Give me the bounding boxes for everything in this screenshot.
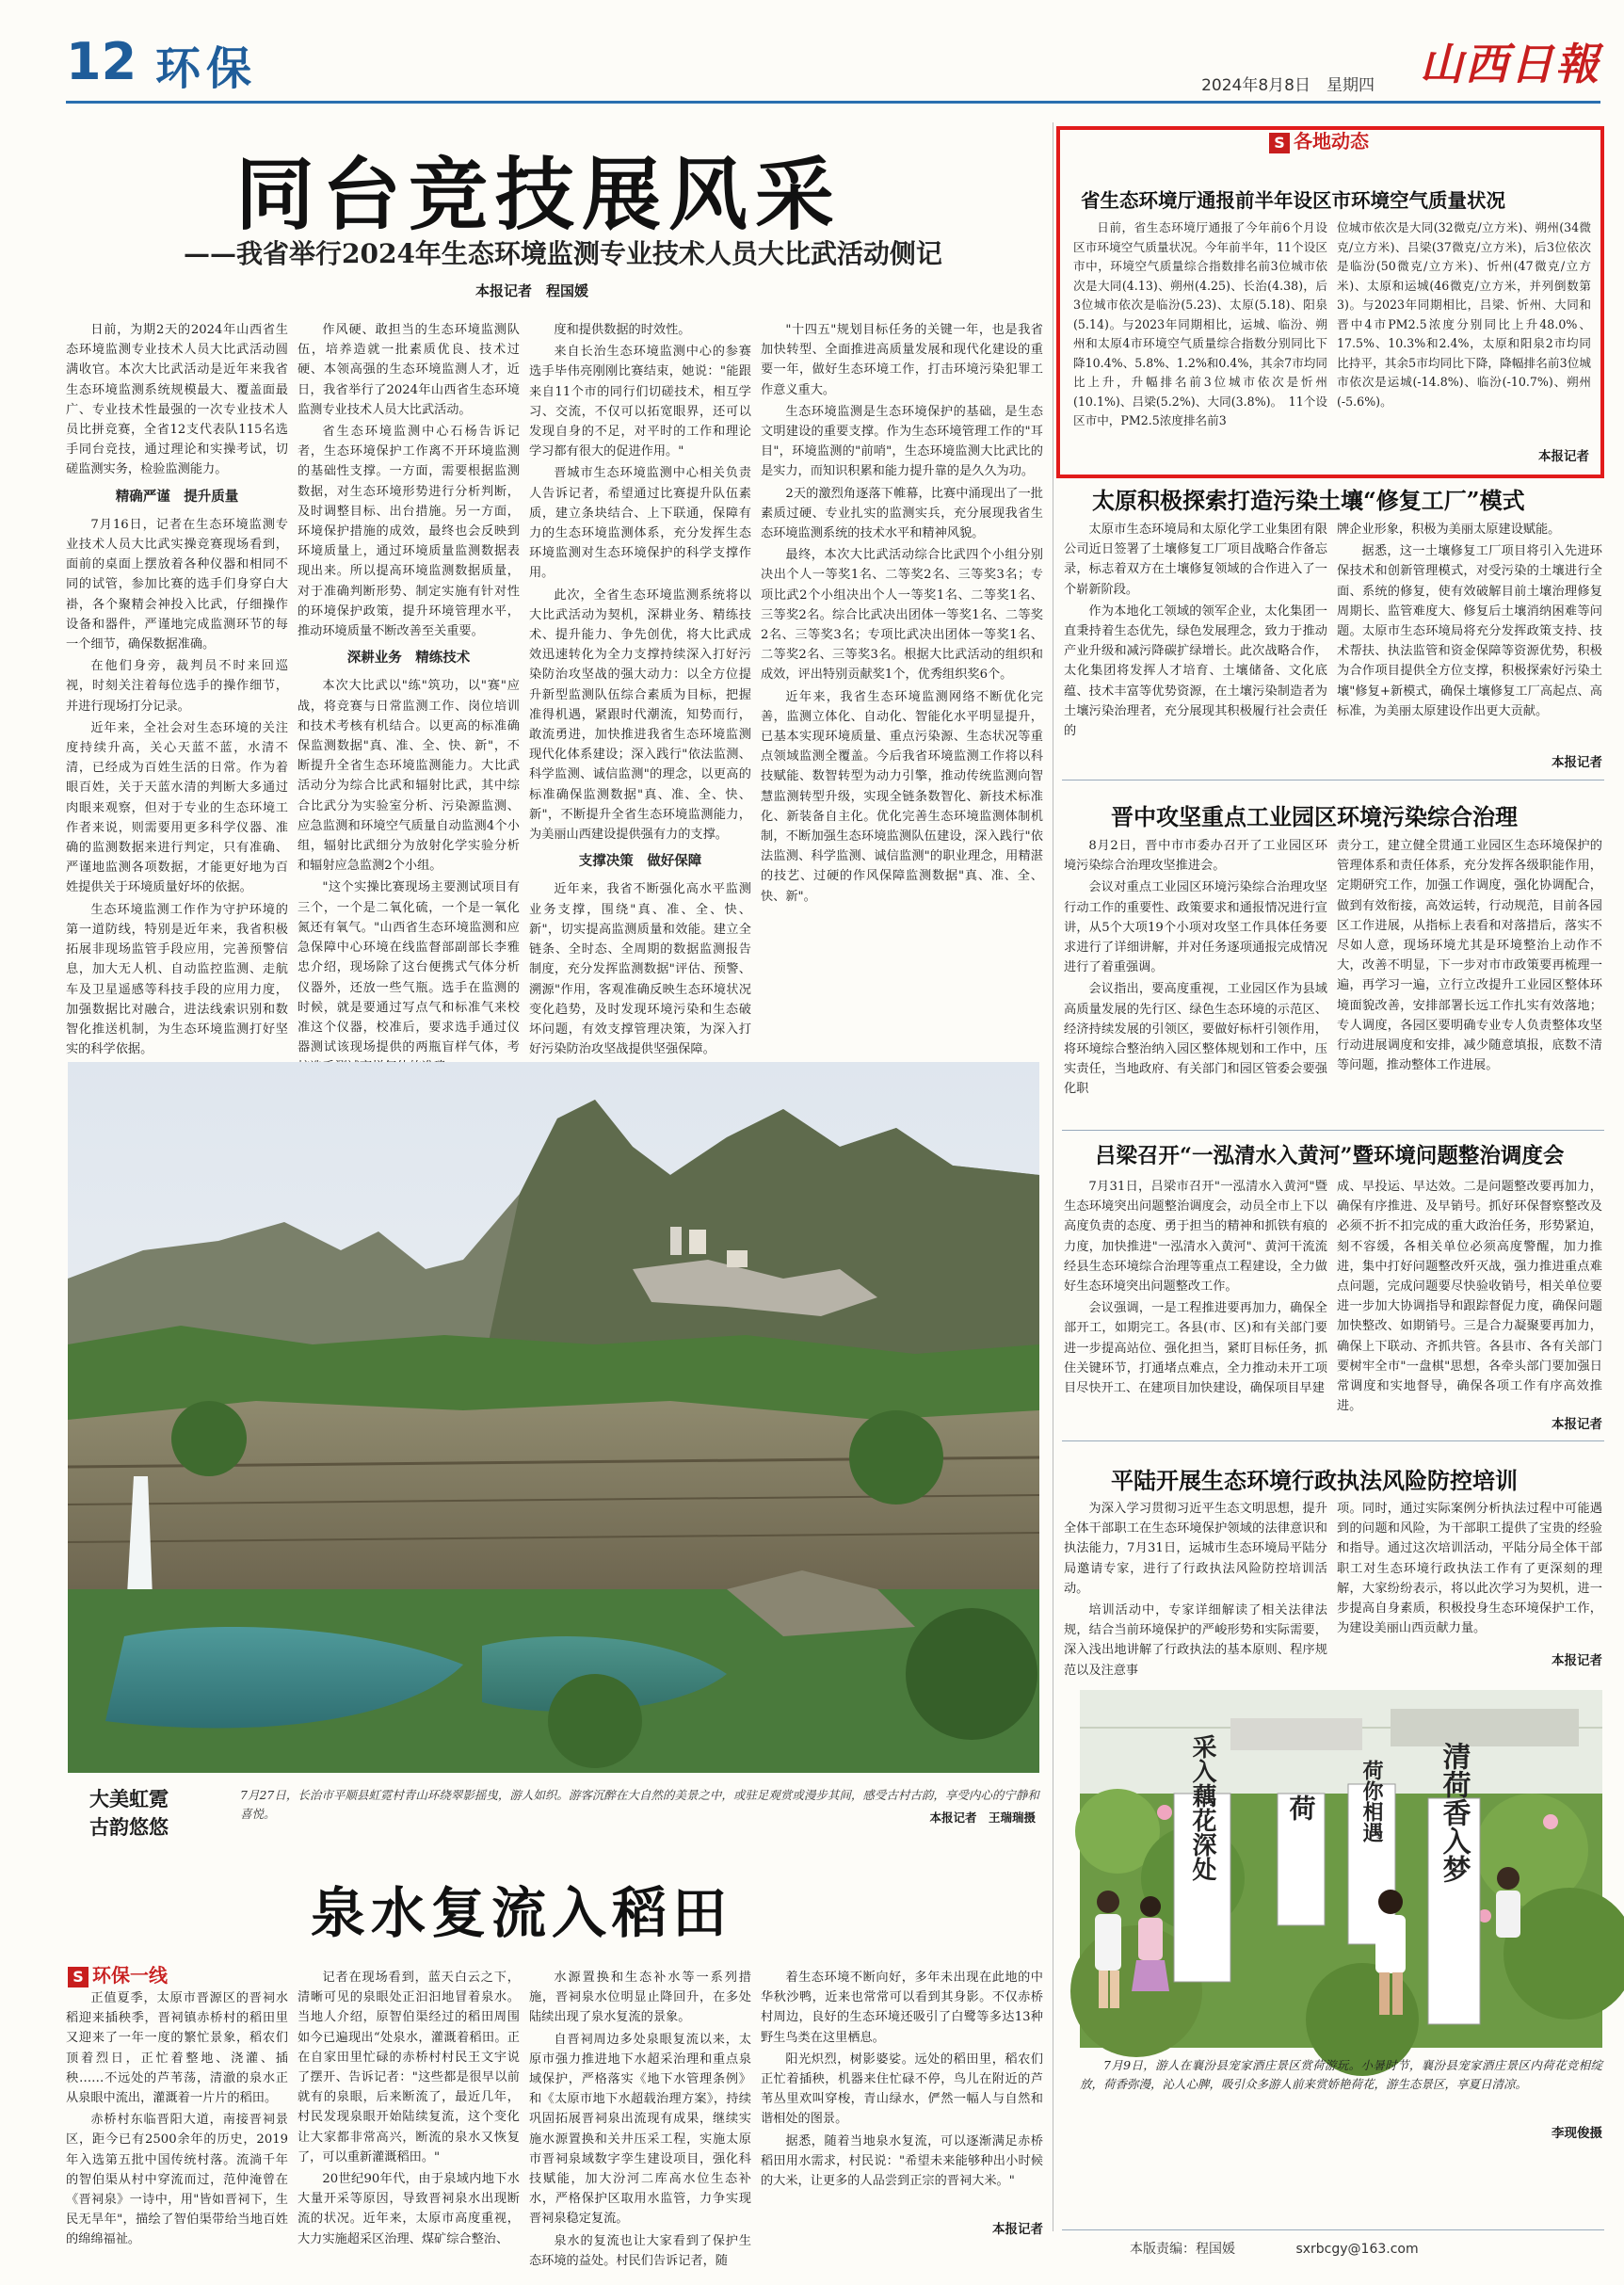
lvliang-col-2 (1337, 1177, 1602, 1412)
section-tag (68, 1960, 168, 1987)
paragraph: 20世纪90年代，由于泉域内地下水大量开采等原因，导致晋祠泉水出现断流的状况。近年来，太原市高度重视，大力实施超采区治理、煤矿综合整治、 (297, 2172, 520, 2246)
air-quality-title: 省生态环境厅通报前半年设区市环境空气质量状况 (1081, 189, 1505, 212)
paragraph: 培训活动中，专家详细解读了相关法律法规，结合当前环境保护的严峻形势和实际需要，深入浅出地讲解了行政执法的基本原则、程序规范以及注意事 (1064, 1603, 1327, 1678)
quanshui-byline: 本报记者 (992, 2222, 1043, 2237)
section-heading: 精确严谨 提升质量 (115, 489, 239, 505)
paragraph: 生态环境监测是生态环境保护的基础，是生态文明建设的重要支撑。作为生态环境管理工作的"耳目"，环境监测的"前哨"，生态环境监测大比武比的是实力，而知识积累和能力提升靠的是久久为功。 (761, 404, 1043, 479)
banner-text: 荷 (1285, 1794, 1317, 1821)
paragraph: 责分工，建立健全贯通工业园区生态环境保护的管理体系和责任体系，充分发挥各级职能作用，定期研究工作，加强工作调度，强化协调配合，做到有效衔接，高效运转，行动规范，目前各园区工作进展，从指标上表看和对落措后，落实不尽如人意，现场环境尤其是环境整治上动作不大，改善不明显，下一步对市市政策要再梳理一遍，再学习一遍，立行立改提升工业园区整体环境面貌改善，安排部署长远工作扎实有效落地；专人调度，各园区要明确专业专人负责整体攻坚行动进展调度和安排，减少随意填报，底数不清等问题，推动整体工作进展。 (1337, 839, 1602, 1073)
paragraph: 2天的激烈角逐落下帷幕，比赛中涌现出了一批素质过硬、专业扎实的监测实兵，充分展现我省生态环境监测系统的技术水平和精神风貌。 (761, 486, 1043, 541)
photo-caption-title-line: 大美虹霓 (89, 1787, 169, 1810)
paragraph: 省生态环境监测中心石杨告诉记者，生态环境保护工作离不开环境监测的基础性支撑。一方面，需要根据监测数据，对生态环境形势进行分析判断，及时调整目标、出台措施。另一方面，环境保护措施的成效，最终也会反映到环境质量上，通过环境质量监测数据表现出来。所以提高环境监测数据质量，对于准确判断形势、制定实施有针对性的环境保护政策，提升环境管理水平，推动环境质量不断改善至关重要。 (297, 425, 520, 639)
paragraph: 8月2日，晋中市市委办召开了工业园区环境污染综合治理攻坚推进会。 (1064, 839, 1327, 874)
jinzhong-col-1 (1064, 836, 1327, 1123)
pinglu-col-2 (1337, 1499, 1602, 1649)
paragraph: 近年来，全社会对生态环境的关注度持续升高，关心天蓝不蓝，水清不清，已经成为百姓生活的日常。作为着眼百姓，关于天蓝水清的判断大多通过肉眼来观察，但对于专业的生态环境工作者来说，则需要用更多科学仪器、准确的监测数据来进行判定，只有准确、严谨地监测各项数据，才能更好地为百姓提供关于环境质量好坏的依据。 (66, 720, 288, 895)
photo-caption: 7月27日，长治市平顺县虹霓村青山环绕翠影摇曳，游人如织。游客沉醉在大自然的美景之中，或驻足观赏或漫步其间，感受古村古韵，享受内心的宁静和喜悦。 (240, 1788, 1039, 1821)
main-article-byline: 本报记者 程国媛 (475, 282, 589, 299)
main-article-subtitle: ——我省举行2024年生态环境监测专业技术人员大比武活动侧记 (184, 238, 942, 269)
paragraph: 成、早投运、早达效。二是问题整改要再加力，确保有序推进、及早销号。抓好环保督察整改及必须不折不扣完成的重大政治任务，形势紧迫，刻不容缓，各相关单位必须高度警醒，加力推进，集中打好问题整改歼灭战，强力推进重点难点问题，完成问题要尽快验收销号，相关单位要进一步加大协调指导和跟踪督促力度，确保问题加快整改、如期销号。三是合力凝聚要再加力，确保上下联动、齐抓共管。各县市、各有关部门要树牢全市"一盘棋"思想，各牵头部门要加强日常调度和实地督导，确保各项工作有序高效推进。 (1337, 1180, 1602, 1414)
paragraph: 度和提供数据的时效性。 (554, 323, 691, 337)
photo-caption-title (89, 1785, 169, 1842)
paragraph: 为深入学习贯彻习近平生态文明思想，提升全体干部职工在生态环境保护领域的法律意识和执法能力，7月31日，运城市生态环境局平陆分局邀请专家，进行了行政执法风险防控培训活动。 (1064, 1502, 1327, 1596)
article-divider (1062, 1130, 1604, 1131)
air-quality-col-2 (1337, 218, 1591, 444)
lotus-photo (1080, 1690, 1602, 2048)
masthead (66, 26, 1600, 104)
paragraph: 此次，全省生态环境监测系统将以大比武活动为契机，深耕业务、精练技术、提升能力、争先创优，将大比武成效迅速转化为全力支撑持续深入打好污染防治攻坚战的强大动力：以全方位提升新型监测队伍综合素质为目标，把握准得机遇，紧跟时代潮流，知势而行，敢流勇进，加快推进我省生态环境监测现代化体系建设；深入践行"依法监测、科学监测、诚信监测"的理念，以更高的标准确保监测数据"真、准、全、快、新"，不断提升全省生态环境监测能力，为美丽山西建设提供强有力的支撑。 (529, 587, 751, 843)
paragraph: 赤桥村东临晋阳大道，南接晋祠景区，距今已有2500余年的历史，2019年入选第五批中国传统村落。流淌千年的智伯渠从村中穿流而过，范仲淹曾在《晋祠泉》一诗中，用"皆如晋祠下，生民无旱年"，描绘了智伯渠带给当地百姓的绵绵福祉。 (66, 2113, 288, 2247)
photo-credit: 本报记者 王瑞瑞摄 (929, 1810, 1036, 1825)
main-article-col-2 (297, 320, 520, 1055)
paragraph: 记者在现场看到，蓝天白云之下，清晰可见的泉眼处正汩汩地冒着泉水。当地人介绍，原智伯渠经过的稻田周围如今已遍现出“处泉水，灌溉着稻田。正在自家田里忙碌的赤桥村村民王文宇说了摆开、告诉记者："这些都是很早以前就有的泉眼，后来断流了，最近几年，村民发现泉眼开始陆续复流，这个变化让大家都非常高兴，断流的泉水又恢复了，可以重新灌溉稻田。" (297, 1971, 520, 2164)
paragraph: 阳光炽烈，树影婆娑。远处的稻田里，稻农们正忙着插秧，机器来住忙碌不停，鸟儿在附近的芦苇丛里欢叫穿梭，青山绿水，俨然一幅人与自然和谐相处的图景。 (761, 2052, 1043, 2127)
banner-text: 采入藕花深处 (1188, 1734, 1216, 1881)
lvliang-col-1 (1064, 1177, 1327, 1433)
lvliang-byline: 本报记者 (1552, 1417, 1602, 1432)
paragraph: 会议对重点工业园区环境污染综合治理攻坚行动工作的重要性、政策要求和通报情况进行宣讲，从5个大项19个小项对攻坚工作具体任务要求进行了详细讲解，并对任务逐项通报完成情况进行了着重强调。 (1064, 880, 1327, 975)
paragraph: 生态环境监测工作作为守护环境的第一道防线，特别是近年来，我省积极拓展非现场监管手段应用，完善预警信息，加大无人机、自动监控监测、走航车及卫星遥感等科技手段的应用力度，加强数据比对融合，进法线索识别和数智化推送机制，为生态环境监测打好坚实的科学依据。 (66, 902, 288, 1057)
pinglu-article-title: 平陆开展生态环境行政执法风险防控培训 (1111, 1467, 1518, 1494)
newspaper-logo: 山西日報 (1420, 39, 1600, 89)
banner-text: 荷你相遇 (1359, 1760, 1384, 1842)
quanshui-col-1 (66, 1988, 288, 2247)
paragraph: 本次大比武以"练"筑功，以"赛"应战，将竞赛与日常监测工作、岗位培训和技术考核有机结合。以更高的标准确保监测数据"真、准、全、快、新"，不断提升全省生态环境监测能力。大比武活动分为综合比武和辐射比武，其中综合比武分为实验室分析、污染源监测、应急监测和环境空气质量自动监测4个小组，辐射比武细分为放射化学实验分析和辐射应急监测2个小组。 (297, 679, 520, 874)
s-badge-icon: S (68, 1967, 88, 1987)
lotus-caption-block (1080, 2056, 1602, 2122)
paragraph: 水源置换和生态补水等一系列措施，晋祠泉水位明显止降回升，在多处陆续出现了泉水复流的景象。 (529, 1971, 751, 2025)
section-heading: 深耕业务 精练技术 (346, 651, 471, 667)
soil-article-title: 太原积极探索打造污染土壤“修复工厂”模式 (1092, 487, 1525, 514)
quanshui-article-title: 泉水复流入稻田 (311, 1881, 733, 1945)
soil-col-1 (1064, 520, 1327, 772)
paragraph: 日前，为期2天的2024年山西省生态环境监测专业技术人员大比武活动圆满收官。本次大比武活动是近年来我省生态环境监测系统规模最大、覆盖面最广、专业技术性最强的一次专业技术人员比拼竞赛，全省12支代表队115名选手同台竞技，通过理论和实操考试，切磋监测实务，检验监测能力。 (66, 323, 288, 477)
paragraph: "十四五"规划目标任务的关键一年，也是我省加快转型、全面推进高质量发展和现代化建设的重要一年，做好生态环境工作，打击环境污染犯罪工作意义重大。 (761, 323, 1043, 397)
editor-credit: 本版责编：程国媛 (1130, 2242, 1235, 2257)
landscape-photo (68, 1062, 1039, 1773)
banner-text: 清荷香入梦 (1437, 1742, 1471, 1883)
paragraph: 7月31日，吕梁市召开"一泓清水入黄河"暨生态环境突出问题整治调度会，动员全市上下以高度负责的态度、勇于担当的精神和抓铁有痕的力度，加快推进"一泓清水入黄河"、黄河干流流经县生态环境综合治理等重点工程建设，全力做好生态环境突出问题整改工作。 (1064, 1180, 1327, 1295)
paragraph: 7月16日，记者在生态环境监测专业技术人员大比武实操竞赛现场看到，面前的桌面上摆放着各种仪器和相同不同的试管，参加比赛的选手们身穿白大褂，各个聚精会神投入比武，仔细操作设备和器件，严谨地完成监测环节的每一个细节，确保数据准确。 (66, 517, 288, 652)
quanshui-col-2 (297, 1968, 520, 2246)
editor-email: sxrbcgy@163.com (1295, 2242, 1419, 2257)
quanshui-col-3 (529, 1968, 751, 2268)
paragraph: 会议强调，一是工程推进要再加力，确保全部开工，如期完工。各县(市、区)和有关部门要进一步提高站位、强化担当，紧盯目标任务，抓住关键环节，打通堵点难点，全力推动未开工项目尽快开工、在建项目加快建设，确保项目早建 (1064, 1301, 1327, 1396)
paragraph: 晋城市生态环境监测中心相关负责人告诉记者，希望通过比赛提升队伍素质，建立条块结合、上下联通，保障有力的生态环境监测体系，充分发挥生态环境监测对生态环境保护的科学支撑作用。 (529, 466, 751, 581)
main-article-col-4 (761, 320, 1043, 1045)
paragraph: 据悉，随着当地泉水复流，可以逐渐满足赤桥稻田用水需求，村民说："希望未来能够种出小时候的大米，让更多的人品尝到正宗的晋祠大米。" (761, 2133, 1043, 2189)
paragraph: 会议指出，要高度重视，工业园区作为县域高质量发展的先行区、绿色生态环境的示范区、经济持续发展的引领区，要做好标杆引领作用，将环境综合整治纳入园区整体规划和工作中，压实责任，当地政府、有关部门和园区管委会要强化职 (1064, 982, 1327, 1097)
pinglu-col-1 (1064, 1499, 1327, 1678)
paragraph: 来自长治生态环境监测中心的参赛选手毕伟亮刚刚比赛结束，她说："能跟来自11个市的同行们切磋技术，相互学习、交流，不仅可以拓宽眼界，还可以发现自身的不足，对平时的工作和理论学习都有很大的促进作用。" (529, 345, 751, 459)
paragraph: 太原市生态环境局和太原化学工业集团有限公司近日签署了土壤修复工厂项目战略合作备忘录，标志着双方在土壤修复领域的合作进入了一个崭新阶段。 (1064, 523, 1327, 597)
paragraph: 正值夏季，太原市晋源区的晋祠水稻迎来插秧季，晋祠镇赤桥村的稻田里又迎来了一年一度的繁忙景象，稻农们顶着烈日，正忙着整地、浇灌、插秧……不远处的芦苇荡，清澈的泉水正从泉眼中流出，灌溉着一片片的稻田。 (66, 1991, 288, 2106)
paragraph: 作为本地化工领域的领军企业，太化集团一直秉持着生态优先，绿色发展理念，致力于推动产业升级和减污降碳扩绿增长。此次战略合作，太化集团将发挥人才培育、土壤储备、文化底蕴、技术丰富等优势资源，在土壤污染制造者为土壤污染治理者，充分展现其积极履行社会责任的 (1064, 603, 1327, 739)
paragraph: 项。同时，通过实际案例分析执法过程中可能遇到的问题和风险，为干部职工提供了宝贵的经验和指导。通过这次培训活动，平陆分局全体干部职工对生态环境行政执法工作有了更深刻的理解，大家纷纷表示，将以此次学习为契机，进一步提高自身素质，积极投身生态环境保护工作，为建设美丽山西贡献力量。 (1337, 1502, 1602, 1636)
lvliang-article-title: 吕梁召开“一泓清水入黄河”暨环境问题整治调度会 (1095, 1144, 1565, 1168)
s-badge-icon: S (1269, 133, 1290, 153)
pinglu-byline: 本报记者 (1552, 1653, 1602, 1668)
air-quality-col-1 (1073, 218, 1327, 463)
section-tag (1269, 126, 1369, 153)
paragraph: 泉水的复流也让大家看到了保护生态环境的益处。村民们告诉记者，随 (529, 2233, 751, 2268)
section-name: 环保 (155, 42, 258, 95)
paragraph: 日前，省生态环境厅通报了今年前6个月设区市环境空气质量状况。今年前半年，11个设区市中，环境空气质量综合指数排名前3位城市依次是大同(4.13)、朔州(4.25)、长治(4.38)，后3位城市依次是临汾(5.23)、太原(5.18)、阳泉(5.14)。与2023年同期相比，运城、临汾、朔州和太原4市环境空气质量综合指数分别同比下降10.4%、5.8%、1.2%和0.4%，其余7市均同比上升，升幅排名前3位城市依次是忻州(10.1%)、吕梁(5.2%)、大同(3.8%)。 11个设区市中，PM2.5浓度排名前3 (1073, 220, 1327, 427)
paragraph: 据悉，这一土壤修复工厂项目将引入先进环保技术和创新管理模式，对受污染的土壤进行全面、系统的修复，使有效破解目前土壤治理修复周期长、监管难度大、修复后土壤消纳困难等问题。太原市生态环境局将充分发挥政策支持、技术帮扶、执法监管和资金保障等资源优势，积极为合作项目提供全方位支撑，积极探索好污染土壤"修复+新模式，确保土壤修复工厂高起点、高标准，为美丽太原建设作出更大贡献。 (1337, 544, 1602, 718)
soil-byline: 本报记者 (1552, 755, 1602, 770)
landscape-photo-illustration (68, 1062, 1039, 1773)
quanshui-col-4 (761, 1968, 1043, 2214)
paragraph: 近年来，我省不断强化高水平监测业务支撑，围绕"真、准、全、快、新"，切实提高监测质量和效能。建立全链条、全时态、全周期的数据监测报告制度，充分发挥监测数据"评估、预警、溯源"作用，客观准确反映生态环境状况变化趋势，及时发现环境污染和生态破坏问题，有效支撑管理决策，为深入打好污染防治攻坚战提供坚强保障。 (529, 882, 751, 1057)
paragraph: 最终，本次大比武活动综合比武四个小组分别决出个人一等奖1名、二等奖2名、三等奖3名；专项比武2个小组决出个人一等奖1名、二等奖1名、三等奖2名。综合比武决出团体一等奖1名、二等奖2名、三等奖3名；专项比武决出团体一等奖1名、二等奖2名、三等奖3名。根据大比武活动的组织和成效，评出特别贡献奖1个，优秀组织奖6个。 (761, 548, 1043, 683)
page-footer (1130, 2239, 1600, 2258)
paragraph: 在他们身旁，裁判员不时来回巡视，时刻关注着每位选手的操作细节，并进行现场打分记录。 (66, 659, 288, 714)
paragraph: 近年来，我省生态环境监测网络不断优化完善，监测立体化、自动化、智能化水平明显提升，已基本实现环境质量、重点污染源、生态状况等重点领域监测全覆盖。今后我省环境监测工作将以科技赋能、数智转型为动力引擎，推动传统监测向智慧监测转型升级，实现全链条数智化、新技术标准化、新装备自主化。优化完善生态环境监测体制机制，不断加强生态环境监测队伍建设，深入践行"依法监测、科学监测、诚信监测"的职业理念，用精湛的技艺、过硬的作风保障监测数据"真、准、全、快、新"。 (761, 689, 1043, 904)
soil-col-2 (1337, 520, 1602, 755)
main-article-col-3 (529, 320, 751, 1057)
paragraph: 着生态环境不断向好，多年未出现在此地的中华秋沙鸭，近来也常常可以看到其身影。不仅赤桥村周边，良好的生态环境还吸引了白鹭等多达13种野生鸟类在这里栖息。 (761, 1971, 1043, 2045)
section-tag-label: 各地动态 (1294, 130, 1369, 153)
air-quality-byline: 本报记者 (1538, 449, 1589, 464)
footer-divider (1062, 2229, 1604, 2230)
jinzhong-col-2 (1337, 836, 1602, 1123)
paragraph: "这个实操比赛现场主要测试项目有三个，一个是二氧化硫，一个是一氧化氮还有氧气。"山西省生态环境监测和应急保障中心环境在线监督部副部长李雅忠介绍，现场除了这台便携式气体分析仪器外，还放一些气瓶。选手在监测的时候，就是要通过写点气和标准气来校准这个仪器，校准后，要求选手通过仪器测试该现场提供的两瓶盲样气体，考 (297, 880, 520, 1055)
lotus-photo-credit: 李现俊摄 (1552, 2126, 1602, 2141)
lotus-photo-illustration (1080, 1690, 1602, 2048)
page-number: 12 (66, 32, 137, 91)
section-heading: 支撑决策 做好保障 (578, 854, 702, 870)
photo-caption-title-line: 古韵悠悠 (89, 1815, 169, 1839)
section-tag-label: 环保一线 (92, 1964, 168, 1987)
main-article-title: 同台竞技展风采 (235, 148, 843, 241)
photo-caption: 7月9日，游人在襄汾县宠家酒庄景区赏荷游玩。小暑时节，襄汾县宠家酒庄景区内荷花竞相绽放，荷香弥漫，沁人心脾，吸引众多游人前来赏娇艳荷花，游生态景区，享夏日清凉。 (1080, 2058, 1602, 2091)
issue-date: 2024年8月8日 星期四 (1201, 76, 1375, 95)
paragraph: 位城市依次是大同(32微克/立方米)、朔州(34微克/立方米)、吕梁(37微克/立方米)，后3位依次是临汾(50微克/立方米)、忻州(47微克/立方米)、太原和运城(46微克/立方米，并列倒数第3)。与2023年同期相比，吕梁、忻州、大同和晋中4市PM2.5浓度分别同比上升48.0%、17.5%、10.3%和2.4%，太原和阳泉2市均同比持平，其余5市均同比下降，降幅排名前3位城市依次是运城(-14.8%)、临汾(-10.7%)、朔州(-5.6%)。 (1337, 220, 1591, 409)
paragraph: 作风硬、敢担当的生态环境监测队伍，培养造就一批素质优良、技术过硬、本领高强的生态环境监测人才，近日，我省举行了2024年山西省生态环境监测专业技术人员大比武活动。 (297, 323, 520, 417)
paragraph: 牌企业形象，积极为美丽太原建设赋能。 (1337, 523, 1561, 537)
paragraph: 自晋祠周边多处泉眼复流以来，太原市强力推进地下水超采治理和重点泉域保护，严格落实《地下水管理条例》和《太原市地下水超载治理方案》，持续巩固拓展晋祠泉出流现有成果，继续实施水源置换和关井压采工程，实施太原市晋祠泉域数字孪生建设项目，强化科技赋能，加大汾河二库高水位生态补水，严格保护区取用水监管，力争实现晋祠泉稳定复流。 (529, 2032, 751, 2227)
main-article-col-1 (66, 320, 288, 1057)
jinzhong-article-title: 晋中攻坚重点工业园区环境污染综合治理 (1111, 803, 1518, 830)
article-divider (1062, 1440, 1604, 1441)
